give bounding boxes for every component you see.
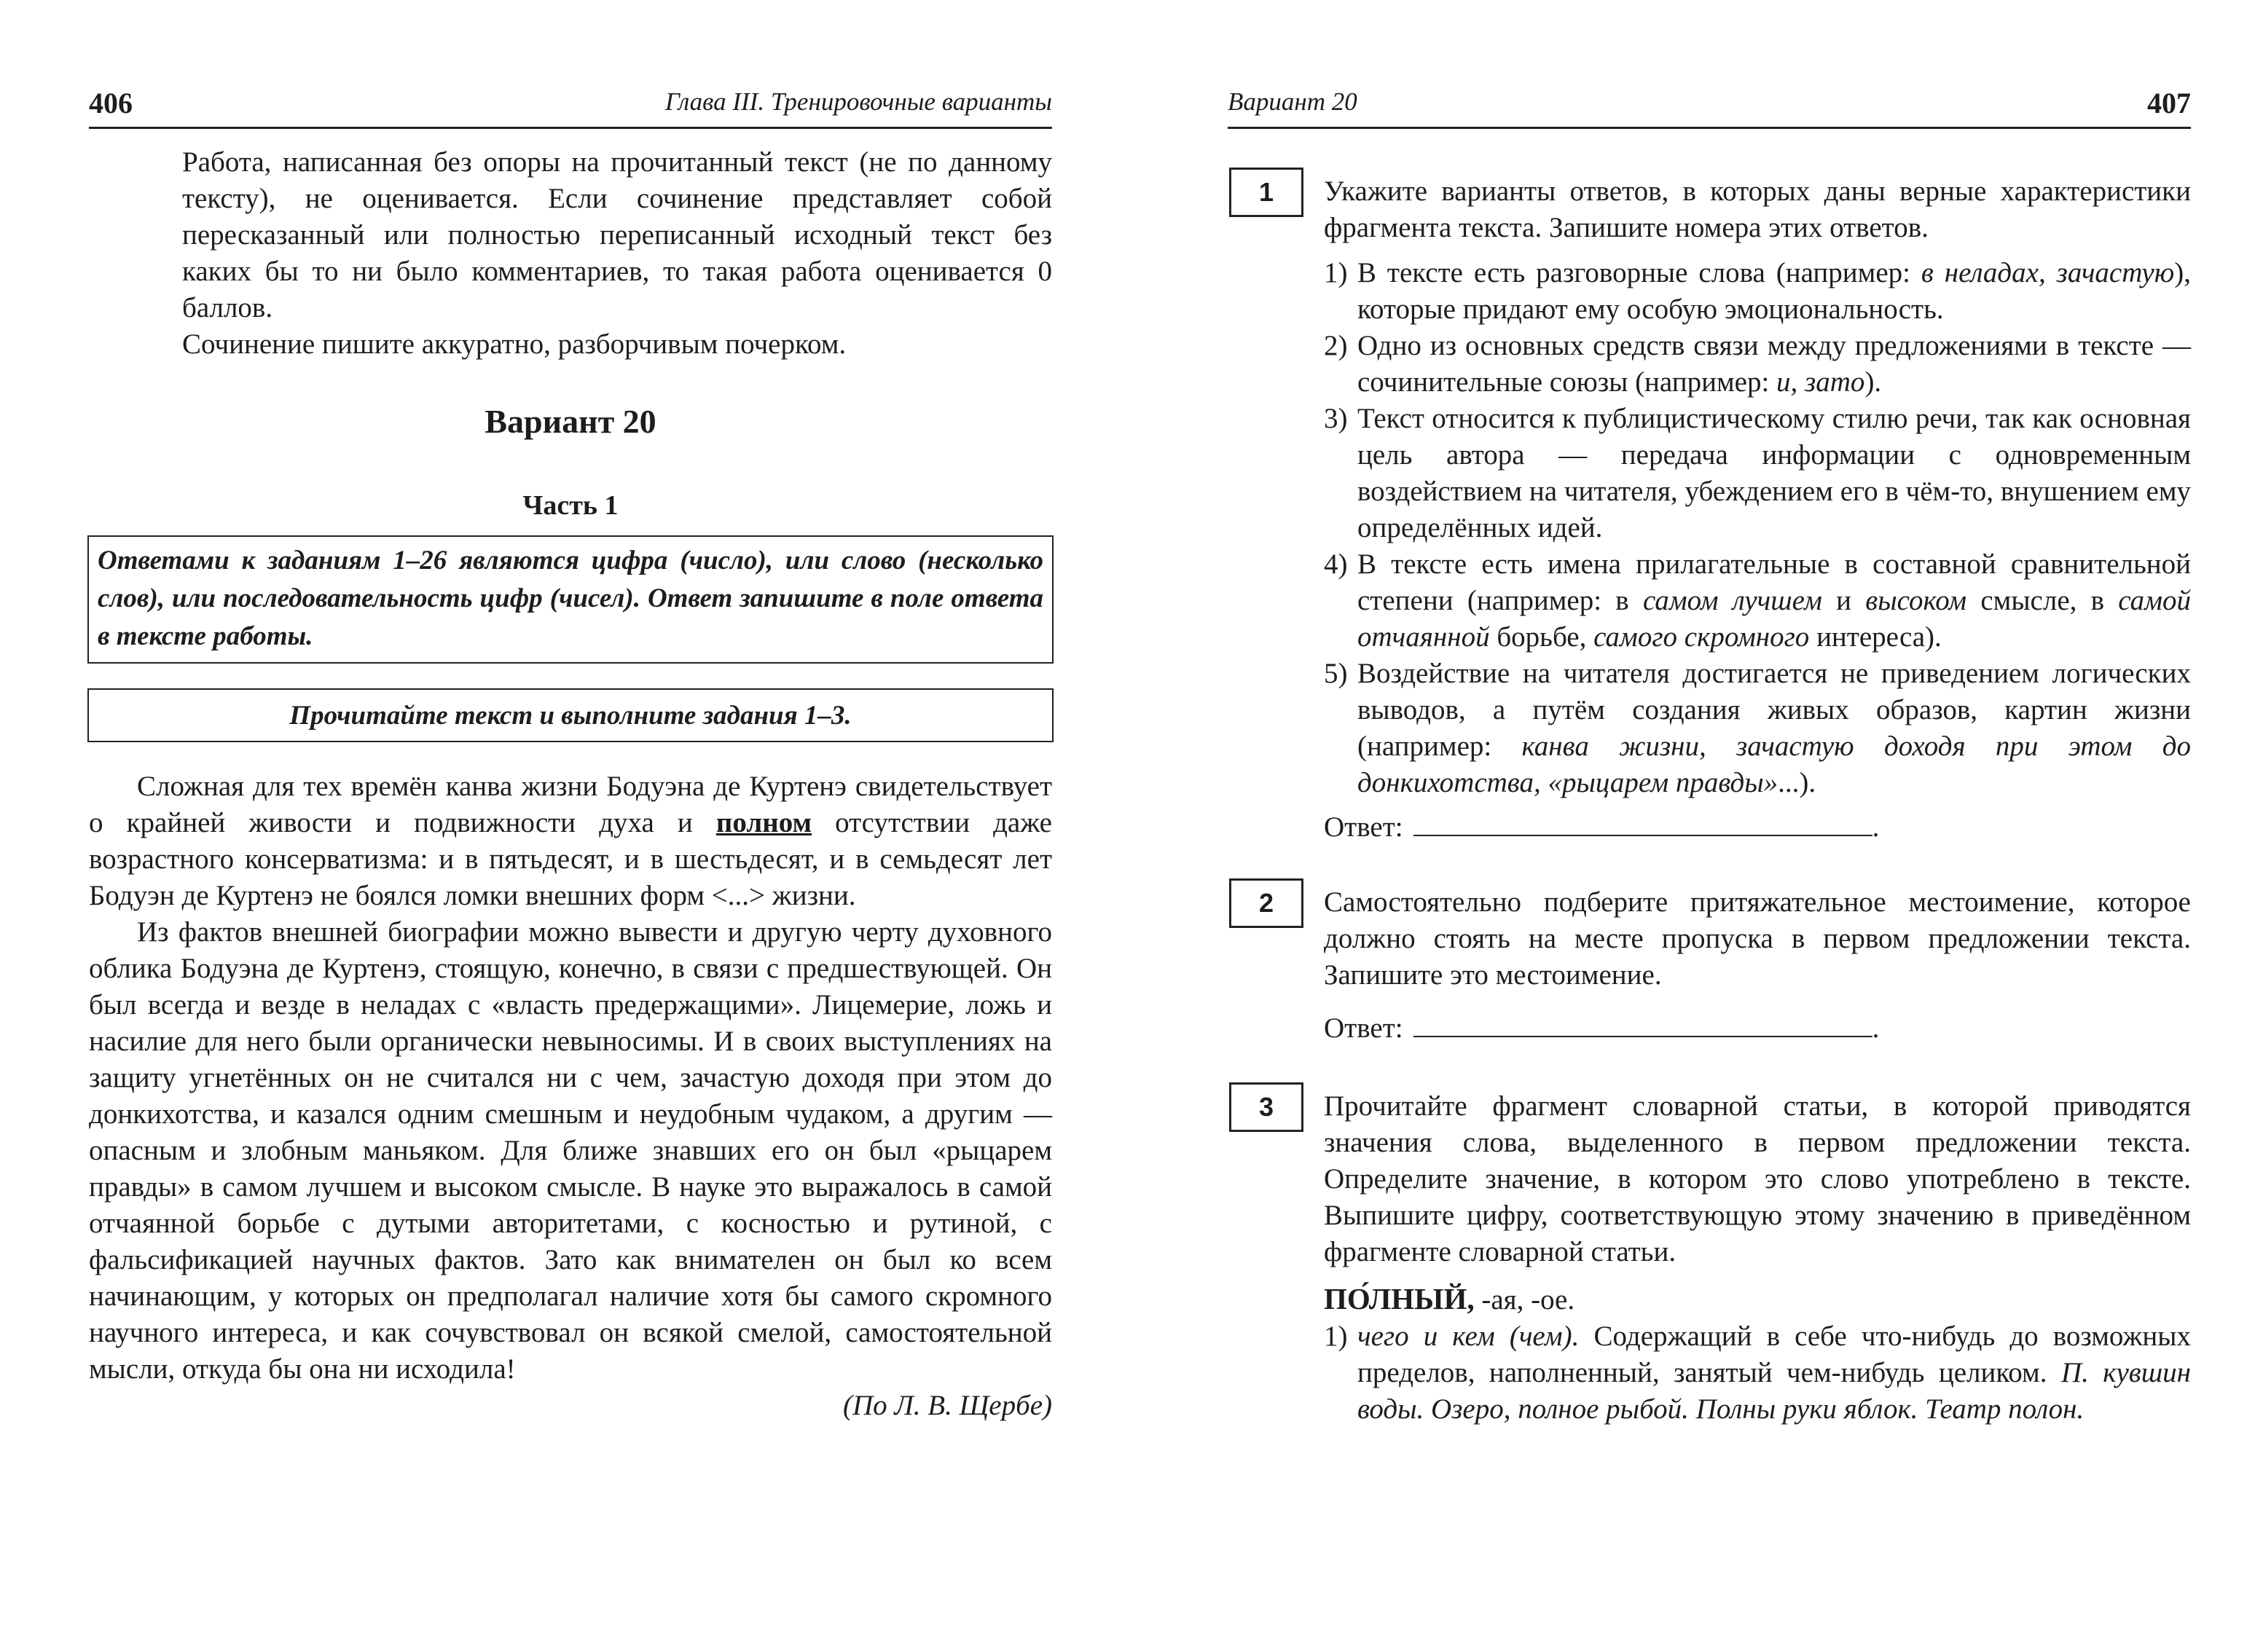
option-text: борьбе, bbox=[1489, 621, 1594, 653]
dictionary-entry bbox=[1324, 1281, 2191, 1428]
option-text: В тексте есть разговорные слова (например: bbox=[1357, 257, 1921, 288]
option-example: самого скромного bbox=[1593, 621, 1810, 653]
dictionary-headword-line bbox=[1324, 1281, 2191, 1318]
option-example: канва жизни, зачастую доходя при этом до донкихотства, «рыцарем правды» bbox=[1357, 731, 2191, 798]
option-number: 1) bbox=[1324, 257, 1348, 288]
dictionary-sense-1 bbox=[1324, 1318, 2191, 1428]
answer-label: Ответ: bbox=[1324, 1012, 1403, 1044]
option-example: высоком bbox=[1865, 585, 1967, 616]
option-number: 5) bbox=[1324, 658, 1348, 689]
question-2 bbox=[1324, 884, 2191, 1047]
option-text: и bbox=[1821, 585, 1866, 616]
left-page bbox=[0, 0, 1126, 1652]
sense-number: 1) bbox=[1324, 1321, 1348, 1352]
option-example: и, зато bbox=[1776, 366, 1865, 398]
page-number: 406 bbox=[89, 87, 133, 119]
option-text: Одно из основных средств связи между предложениями в тексте — сочинительные союзы (например: bbox=[1357, 330, 2191, 398]
option-text: ...). bbox=[1778, 767, 1816, 798]
option-3 bbox=[1324, 401, 2191, 546]
part-title: Часть 1 bbox=[522, 490, 619, 521]
running-head: Глава III. Тренировочные варианты bbox=[664, 87, 1052, 116]
option-example: самом лучшем bbox=[1642, 585, 1822, 616]
answer-1-field[interactable] bbox=[1413, 809, 1872, 836]
text-paragraph-1 bbox=[89, 768, 1052, 914]
option-example: в неладах, зачастую bbox=[1921, 257, 2175, 288]
page-number: 407 bbox=[2147, 87, 2191, 119]
question-3 bbox=[1324, 1088, 2191, 1428]
option-text: смысле, в bbox=[1966, 585, 2119, 616]
instructions-text: Ответами к заданиям 1–26 являются цифра (число), или слово (несколько слов), или последовательность цифр (чисел). Ответ запишите в поле ответа в тексте работы. bbox=[98, 546, 1043, 651]
handwriting-note: Сочинение пишите аккуратно, разборчивым почерком. bbox=[182, 329, 847, 360]
answer-1: Ответ: . bbox=[1324, 809, 2191, 846]
running-head: Вариант 20 bbox=[1228, 87, 1357, 116]
question-1 bbox=[1324, 173, 2191, 846]
instructions-box bbox=[87, 535, 1054, 664]
option-text: ), которые придают ему особую эмоциональность. bbox=[1357, 257, 2191, 325]
sense-grammar: чего и кем (чем). bbox=[1357, 1321, 1580, 1352]
answer-2-field[interactable] bbox=[1413, 1010, 1872, 1037]
question-3-prompt: Прочитайте фрагмент словарной статьи, в которой приводятся значения слова, выделенного в первом предложении текста. Определите значение, в котором это слово употреблено в тексте. Выпишите цифру, соответствующую этому значению в приведённом фрагменте словарной статьи. bbox=[1324, 1090, 2191, 1267]
option-example: самой отчаянной bbox=[1357, 585, 2191, 653]
grading-note bbox=[182, 144, 1052, 363]
option-text: Воздействие на читателя достигается не приведением логических выводов, а путём создания живых образов, картин жизни (например: bbox=[1357, 658, 2191, 762]
variant-title: Вариант 20 bbox=[485, 403, 656, 440]
right-page-header bbox=[1228, 82, 2191, 129]
question-1-number: 1 bbox=[1229, 168, 1303, 217]
option-text: интереса). bbox=[1809, 621, 1942, 653]
answer-2: Ответ: . bbox=[1324, 1010, 2191, 1047]
left-page-header bbox=[89, 82, 1052, 129]
option-number: 3) bbox=[1324, 403, 1348, 434]
option-text: ). bbox=[1864, 366, 1882, 398]
text-fragment: отсутствии даже возрастного консерватизма: и в пятьдесят, и в шестьдесят, и в семьдесят лет Бодуэн де Куртенэ не боялся ломки внешних форм <...> жизни. bbox=[89, 807, 1052, 911]
sense-examples: П. кувшин воды. Озеро, полное рыбой. Полны руки яблок. Театр полон. bbox=[1357, 1357, 2192, 1425]
dictionary-headword: ПО́ЛНЫЙ, bbox=[1324, 1282, 1475, 1315]
read-task-box bbox=[87, 688, 1054, 742]
question-3-number: 3 bbox=[1229, 1082, 1303, 1132]
option-5 bbox=[1324, 656, 2191, 801]
right-page bbox=[1126, 0, 2255, 1652]
grading-paragraph: Работа, написанная без опоры на прочитанный текст (не по данному тексту), не оценивается. Если сочинение представляет собой пересказанный или полностью переписанный исходный текст без каких бы то ни было комментариев, то такая работа оценивается 0 баллов. bbox=[182, 146, 1052, 323]
question-2-number: 2 bbox=[1229, 878, 1303, 928]
question-1-prompt: Укажите варианты ответов, в которых даны верные характеристики фрагмента текста. Запишите номера этих ответов. bbox=[1324, 176, 2191, 243]
source-text bbox=[89, 768, 1052, 1424]
text-fragment: Сложная для тех времён канва жизни Бодуэна де Куртенэ свидетельствует о крайней живости и подвижности духа и bbox=[89, 771, 1052, 838]
option-number: 4) bbox=[1324, 548, 1348, 580]
read-task-text: Прочитайте текст и выполните задания 1–3. bbox=[289, 700, 852, 731]
question-2-prompt: Самостоятельно подберите притяжательное местоимение, которое должно стоять на месте пропуска в первом предложении текста. Запишите это местоимение. bbox=[1324, 886, 2191, 991]
text-paragraph-2: Из фактов внешней биографии можно вывести и другую черту духовного облика Бодуэна де Куртенэ, стоящую, конечно, в связи с предшествующей. Он был всегда и везде в неладах с «власть предержащими». Лицемерие, ложь и насилие для него были органически невыносимы. И в своих выступлениях на защиту угнетённых он не считался ни с чем, зачастую доходя при этом до донкихотства, и казался одним смешным и неудобным чудаком, а другим — опасным и злобным маньяком. Для ближе знавших его он был «рыцарем правды» в самом лучшем и высоком смысле. В науке это выражалось в самой отчаянной борьбе с дутыми авторитетами, с косностью и рутиной, с фальсификацией научных фактов. Зато как внимателен он был ко всем начинающим, у которых он предполагал наличие хотя бы самого скромного научного интереса, и как сочувствовал он всякой смелой, самостоятельной мысли, откуда бы она ни исходила! bbox=[89, 916, 1052, 1385]
text-source: (По Л. В. Щербе) bbox=[842, 1390, 1052, 1421]
option-4 bbox=[1324, 546, 2191, 656]
option-1 bbox=[1324, 255, 2191, 328]
option-number: 2) bbox=[1324, 330, 1348, 361]
option-text: Текст относится к публицистическому стилю речи, так как основная цель автора — передача информации с одновременным воздействием на читателя, убеждением его в чём-то, внушением ему определённых идей. bbox=[1357, 403, 2191, 543]
option-text: В тексте есть имена прилагательные в составной сравнительной степени (например: в bbox=[1357, 548, 2191, 616]
answer-label: Ответ: bbox=[1324, 811, 1403, 843]
dictionary-endings: -ая, -ое. bbox=[1474, 1284, 1575, 1315]
sense-definition: Содержащий в себе что-нибудь до возможных пределов, наполненный, занятый чем-нибудь целиком. bbox=[1357, 1321, 2191, 1388]
highlighted-word: полном bbox=[715, 807, 812, 838]
question-1-options bbox=[1324, 255, 2191, 801]
option-2 bbox=[1324, 328, 2191, 401]
